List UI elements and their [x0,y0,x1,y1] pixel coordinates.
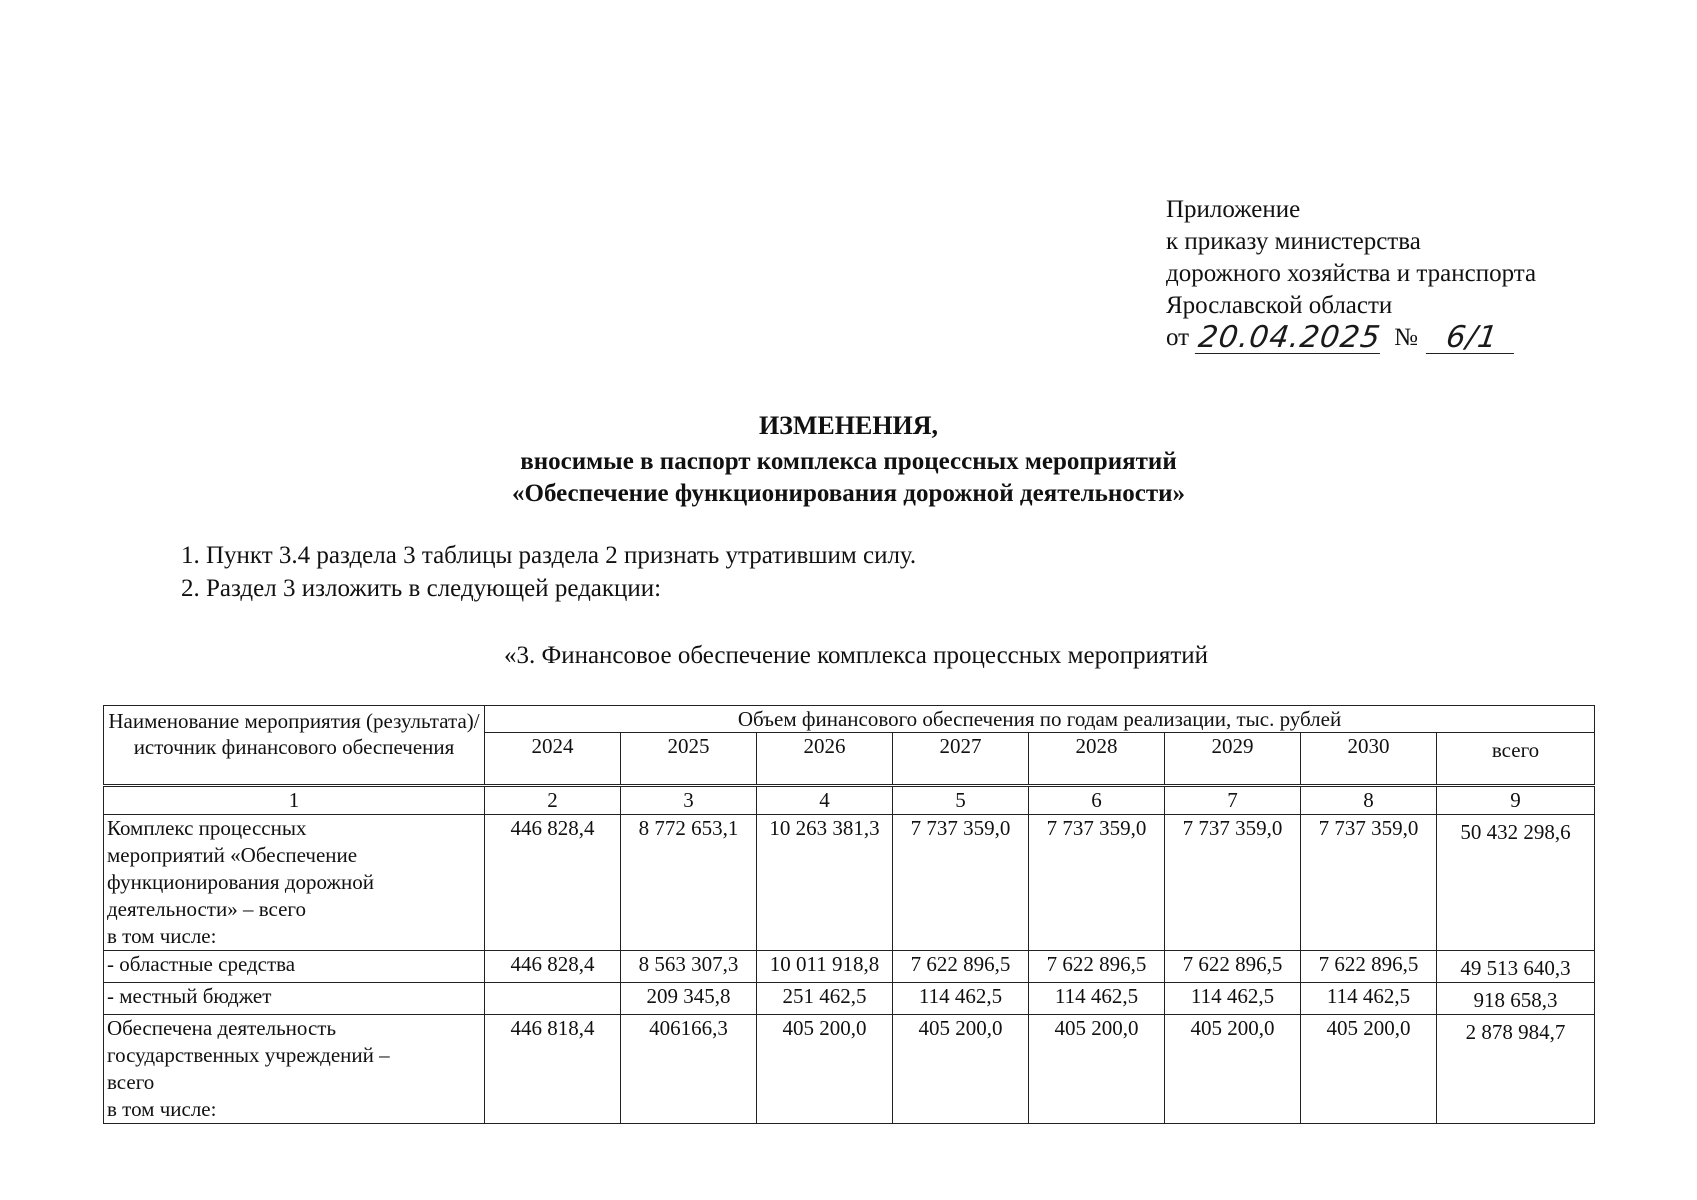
column-number: 9 [1437,786,1595,815]
total-cell: 50 432 298,6 [1437,815,1595,951]
col-header-year: 2028 [1029,733,1165,786]
col-header-name-text: Наименование мероприятия (результата)/ источник финансового обеспечения [108,709,480,759]
appendix-line: дорожного хозяйства и транспорта [1166,260,1537,287]
total-cell: 2 878 984,7 [1437,1015,1595,1124]
value-cell: 405 200,0 [1301,1015,1437,1124]
order-date-number-line [1166,322,1536,354]
column-number: 4 [757,786,893,815]
document-subtitle: вносимые в паспорт комплекса процессных мероприятий [520,448,1177,475]
value-cell: 405 200,0 [1029,1015,1165,1124]
value-cell: 405 200,0 [1165,1015,1301,1124]
value-cell: 406166,3 [621,1015,757,1124]
financing-table [103,705,1595,1124]
row-name-line: функционирования дорожной [107,870,374,894]
value-cell: 7 622 896,5 [1301,951,1437,983]
row-name-line: всего [107,1070,155,1094]
value-cell: 114 462,5 [1301,983,1437,1015]
document-title: ИЗМЕНЕНИЯ, [758,411,939,440]
handwritten-order-number: 6/1 [1426,323,1518,354]
col-header-year: 2029 [1165,733,1301,786]
value-cell: 8 772 653,1 [621,815,757,951]
row-name-cell [104,815,485,951]
value-cell: 7 622 896,5 [1029,951,1165,983]
row-name-cell [104,951,485,983]
col-header-year: 2027 [893,733,1029,786]
value-cell: 114 462,5 [1029,983,1165,1015]
handwritten-date: 20.04.2025 [1196,320,1384,355]
row-name-cell [104,1015,485,1124]
col-header-total: всего [1437,733,1595,786]
value-cell: 10 263 381,3 [757,815,893,951]
column-number: 7 [1165,786,1301,815]
paragraph-item-1: 1. Пункт 3.4 раздела 3 таблицы раздела 2 признать утратившим силу. [181,542,917,569]
col-header-year: 2025 [621,733,757,786]
row-name-line: государственных учреждений – [107,1043,390,1067]
value-cell: 405 200,0 [893,1015,1029,1124]
row-name-line: - областные средства [107,952,296,976]
appendix-line: Ярославской области [1166,292,1393,319]
date-prefix: от [1166,324,1190,351]
value-cell [485,983,621,1015]
value-cell: 7 622 896,5 [1165,951,1301,983]
row-name-line: в том числе: [107,1097,217,1121]
column-number-row [104,786,1595,815]
document-subtitle-complex-name: «Обеспечение функционирования дорожной деятельности» [512,480,1185,507]
value-cell: 114 462,5 [1165,983,1301,1015]
paragraph-item-2: 2. Раздел 3 изложить в следующей редакции: [181,575,662,602]
value-cell: 10 011 918,8 [757,951,893,983]
column-number: 2 [485,786,621,815]
column-number: 5 [893,786,1029,815]
table-header-row [104,706,1595,733]
value-cell: 7 737 359,0 [1165,815,1301,951]
section-title: «3. Финансовое обеспечение комплекса процессных мероприятий [503,642,1209,669]
appendix-line: к приказу министерства [1166,228,1421,255]
value-cell: 8 563 307,3 [621,951,757,983]
appendix-block [1166,194,1536,354]
row-name-line: деятельности» – всего [107,897,306,921]
value-cell: 446 818,4 [485,1015,621,1124]
row-name-line: - местный бюджет [107,984,272,1008]
row-name-line: в том числе: [107,924,217,948]
total-cell: 918 658,3 [1437,983,1595,1015]
value-cell: 7 737 359,0 [1029,815,1165,951]
column-number: 3 [621,786,757,815]
column-number: 6 [1029,786,1165,815]
col-header-year: 2026 [757,733,893,786]
value-cell: 251 462,5 [757,983,893,1015]
value-cell: 446 828,4 [485,815,621,951]
col-header-group: Объем финансового обеспечения по годам реализации, тыс. рублей [485,706,1595,733]
column-number: 8 [1301,786,1437,815]
value-cell: 7 737 359,0 [893,815,1029,951]
appendix-line: Приложение [1166,196,1301,223]
row-name-line: Комплекс процессных [107,816,307,840]
value-cell: 405 200,0 [757,1015,893,1124]
table-row [104,951,1595,983]
value-cell: 209 345,8 [621,983,757,1015]
number-sign: № [1394,324,1418,351]
col-header-year: 2024 [485,733,621,786]
column-number: 1 [104,786,485,815]
col-header-year: 2030 [1301,733,1437,786]
table-row [104,983,1595,1015]
value-cell: 7 737 359,0 [1301,815,1437,951]
value-cell: 7 622 896,5 [893,951,1029,983]
value-cell: 114 462,5 [893,983,1029,1015]
table-row [104,1015,1595,1124]
table-row [104,815,1595,951]
total-cell: 49 513 640,3 [1437,951,1595,983]
row-name-cell [104,983,485,1015]
value-cell: 446 828,4 [485,951,621,983]
col-header-name [104,706,485,786]
row-name-line: Обеспечена деятельность [107,1016,337,1040]
row-name-line: мероприятий «Обеспечение [107,843,358,867]
